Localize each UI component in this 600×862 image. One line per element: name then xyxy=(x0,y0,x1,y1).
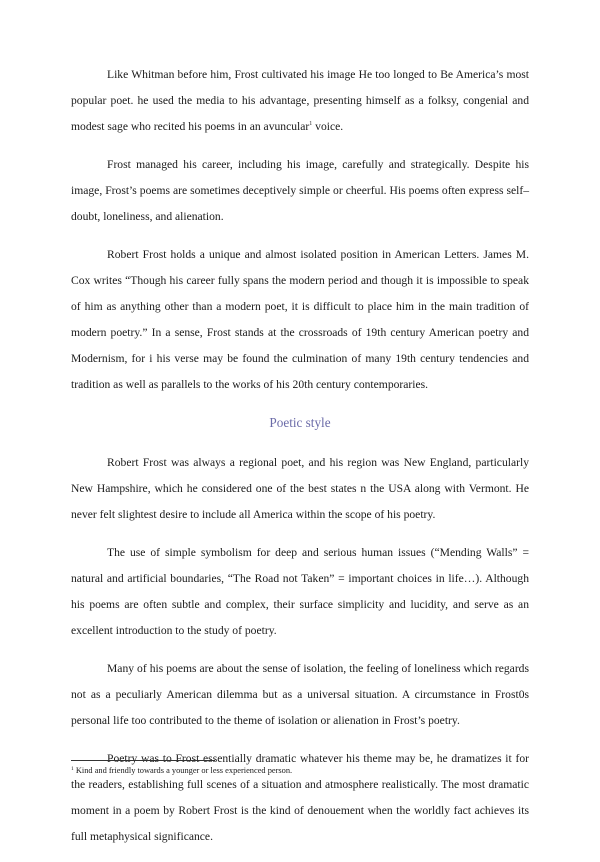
paragraph-text: Like Whitman before him, Frost cultivated his image He too longed to Be America’s most popular poet. he used the media to his advantage, presenting himself as a folksy, congenial and modest sage who recited his poems in an avuncular xyxy=(71,68,529,133)
paragraph-career: Frost managed his career, including his image, carefully and strategically. Despite his image, Frost’s poems are sometimes deceptively simple or cheerful. His poems often express self–doubt, loneliness, and alienation. xyxy=(71,158,529,223)
body-text xyxy=(71,62,529,862)
footnote-reference[interactable]: 1 xyxy=(309,121,313,127)
footnote-mark: 1 xyxy=(71,766,74,772)
paragraph-whitman xyxy=(71,62,529,140)
section-heading: Poetic style xyxy=(269,415,331,430)
paragraph-position: Robert Frost holds a unique and almost isolated position in American Letters. James M. Cox writes “Though his career fully spans the modern period and though it is impossible to speak of him as anything other than a modern poet, it is difficult to place him in the main tradition of modern poetry.” In a sense, Frost stands at the crossroads of 19th century American poetry and Modernism, for i his verse may be found the culmination of many 19th century tendencies and tradition as well as parallels to the works of his 20th century contemporaries. xyxy=(71,248,529,391)
footnote-text: Kind and friendly towards a younger or less experienced person. xyxy=(73,766,293,775)
paragraph-symbolism: The use of simple symbolism for deep and serious human issues (“Mending Walls” = natural and artificial boundaries, “The Road not Taken” = important choices in life…). Although his poems are often subtle and complex, their surface simplicity and lucidity, and serve as an excellent introduction to the study of poetry. xyxy=(71,546,529,637)
paragraph-regional: Robert Frost was always a regional poet, and his region was New England, particularly New Hampshire, which he considered one of the best states n the USA along with Vermont. He never felt slightest desire to include all America within the scope of his poetry. xyxy=(71,456,529,521)
paragraph-dramatic: Poetry was to Frost essentially dramatic whatever his theme may be, he dramatizes it for the readers, establishing full scenes of a situation and atmosphere realistically. The most dramatic moment in a poem by Robert Frost is the kind of denouement when the worldly fact achieves its full metaphysical significance. xyxy=(71,752,529,843)
footnote xyxy=(71,765,529,776)
footnote-separator xyxy=(71,760,215,761)
paragraph-text-end: voice. xyxy=(312,120,344,133)
paragraph-isolation: Many of his poems are about the sense of isolation, the feeling of loneliness which regards not as a peculiarly American dilemma but as a universal situation. A circumstance in Frost0s personal life too contributed to the theme of isolation or alienation in Frost’s poetry. xyxy=(71,662,529,727)
